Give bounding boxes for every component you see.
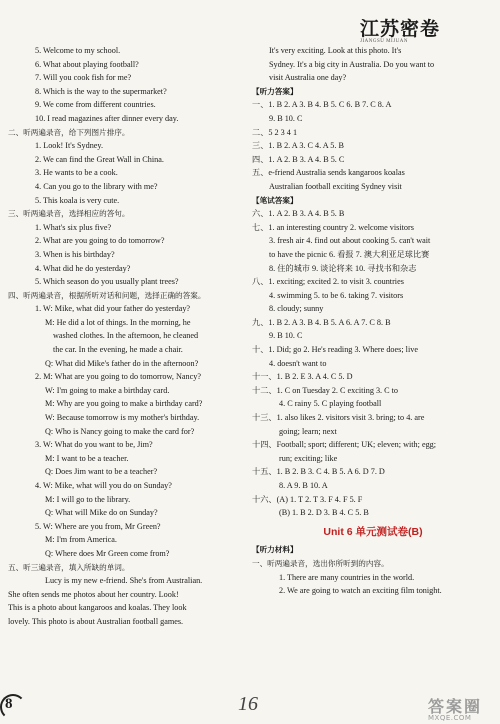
right-line: 【听力答案】: [252, 86, 298, 96]
right-line: 十五、1. B 2. B 3. C 4. B 5. A 6. D 7. D: [252, 467, 385, 477]
right-line: 9. B 10. C: [269, 331, 303, 341]
left-line: M: He did a lot of things. In the morning, he: [45, 317, 191, 327]
left-line: W: I'm going to make a birthday card.: [45, 385, 170, 395]
right-line: 八、1. exciting; excited 2. to visit 3. countries: [252, 277, 404, 287]
left-line: Q: Does Jim want to be a teacher?: [45, 467, 158, 477]
right-line: 9. B 10. C: [269, 113, 303, 123]
left-line: 1. What's six plus five?: [35, 222, 112, 232]
unit-heading: Unit 6 单元测试卷(B): [323, 525, 423, 538]
right-line: 十四、Football; sport; different; UK; eleven; with; egg;: [252, 440, 437, 450]
left-line: 3. When is his birthday?: [35, 249, 115, 259]
watermark-logo: [428, 694, 494, 720]
left-line: the car. In the evening, he made a chair.: [53, 345, 183, 355]
left-line: 5. Welcome to my school.: [35, 46, 121, 55]
left-line: lovely. This photo is about Australian football games.: [8, 616, 184, 626]
left-line: Lucy is my new e-friend. She's from Australian.: [45, 576, 203, 586]
right_after-line: 【听力材料】: [252, 545, 298, 555]
left-line: W: Because tomorrow is my mother's birthday.: [45, 413, 200, 423]
left-line: 二、听两遍录音，给下列图片排序。: [8, 127, 130, 137]
right-line: 8. 住的城市 9. 谈论将来 10. 寻找书和杂志: [269, 263, 417, 273]
brand-header: [360, 14, 470, 48]
left-line: 2. We can find the Great Wall in China.: [35, 154, 164, 164]
right-line: 二、5 2 3 4 1: [252, 127, 298, 137]
right-line: 4. C rainy 5. C playing football: [279, 399, 382, 409]
left-line: Q: What did Mike's father do in the afternoon?: [45, 358, 199, 368]
brand-subtitle: JIANGSU MIJUAN: [360, 39, 408, 44]
left-line: 7. Will you cook fish for me?: [35, 73, 132, 83]
right-line: 十六、(A) 1. T 2. T 3. F 4. F 5. F: [252, 494, 363, 504]
left-line: 1. W: Mike, what did your father do yesterday?: [35, 304, 191, 314]
left-line: Q: What will Mike do on Sunday?: [45, 508, 158, 518]
left-line: 10. I read magazines after dinner every day.: [35, 113, 179, 123]
left-column: [8, 44, 244, 629]
right-line: 4. doesn't want to: [269, 358, 327, 368]
page-number: [0, 694, 22, 716]
right-line: 七、1. an interesting country 2. welcome visitors: [252, 222, 414, 232]
right-line: 3. fresh air 4. find out about cooking 5. can't wait: [269, 236, 431, 246]
right-line: 十、1. Did; go 2. He's reading 3. Where does; live: [252, 345, 418, 355]
right_after-line: 一、听两遍录音，选出你所听到的内容。: [252, 558, 389, 568]
left-line: She often sends me photos about her country. Look!: [8, 589, 179, 599]
left-line: 2. What are you going to do tomorrow?: [35, 236, 165, 246]
page-number-text: 8: [5, 696, 13, 712]
right-line: 十三、1. also likes 2. visitors visit 3. bring; to 4. are: [252, 413, 425, 423]
left-line: washed clothes. In the afternoon, he cleaned: [53, 331, 199, 341]
right-line: Sydney. It's a big city in Australia. Do you want to: [269, 59, 435, 69]
right-line: 8. A 9. B 10. A: [279, 481, 328, 490]
right-line: 三、1. B 2. A 3. C 4. A 5. B: [252, 141, 344, 151]
left-line: 三、听两遍录音，选择相应的答句。: [8, 209, 130, 219]
right-line: Australian football exciting Sydney visit: [269, 181, 402, 191]
answer-key: [252, 44, 494, 520]
right-line: 九、1. B 2. A 3. B 4. B 5. A 6. A 7. C 8. B: [252, 317, 391, 327]
left-line: 5. This koala is very cute.: [35, 195, 120, 205]
right-line: run; exciting; like: [279, 453, 338, 463]
right-line: 四、1. A 2. B 3. A 4. B 5. C: [252, 154, 345, 164]
left-line: Q: Who is Nancy going to make the card for?: [45, 426, 195, 436]
right-line: 【笔试答案】: [252, 195, 298, 205]
right_after-line: 2. We are going to watch an exciting film tonight.: [279, 586, 442, 596]
left-line: 4. Can you go to the library with me?: [35, 181, 158, 191]
handwritten-mark: 16: [238, 693, 258, 715]
listening-material: [252, 543, 494, 597]
left-line: 4. W: Mike, what will you do on Sunday?: [35, 481, 172, 490]
left-line: 6. What about playing football?: [35, 59, 139, 69]
left-line: 5. W: Where are you from, Mr Green?: [35, 521, 161, 531]
left-line: Q: Where does Mr Green come from?: [45, 548, 170, 558]
left-line: 2. M: What are you going to do tomorrow, Nancy?: [35, 372, 201, 382]
right-line: 五、e-friend Australia sends kangaroos koalas: [252, 168, 405, 178]
right-line: 一、1. B 2. A 3. B 4. B 5. C 6. B 7. C 8. A: [252, 100, 392, 110]
left-line: 4. What did he do yesterday?: [35, 263, 131, 273]
left-line: M: I'm from America.: [45, 535, 117, 545]
watermark-text: 答案圈: [428, 697, 483, 716]
right-line: 六、1. A 2. B 3. A 4. B 5. B: [252, 209, 345, 219]
left-line: 3. W: What do you want to be, Jim?: [35, 440, 153, 450]
right-line: going; learn; next: [279, 426, 337, 436]
left-line: 1. Look! It's Sydney.: [35, 141, 104, 151]
right_after-line: 1. There are many countries in the world.: [279, 572, 415, 582]
right-line: 4. swimming 5. to be 6. taking 7. visitors: [269, 290, 404, 300]
right-line: 8. cloudy; sunny: [269, 304, 324, 314]
right-line: (B) 1. B 2. D 3. B 4. C 5. B: [279, 508, 369, 518]
right-line: visit Australia one day?: [269, 73, 347, 83]
watermark-domain: MXQE.COM: [428, 714, 472, 722]
brand-title: 江苏密卷: [360, 19, 441, 40]
left-line: 四、听两遍录音，根据所听对话和问题，选择正确的答案。: [8, 290, 206, 300]
left-line: M: I will go to the library.: [45, 494, 131, 504]
left-line: M: I want to be a teacher.: [45, 453, 129, 463]
page-number-decoration: [0, 694, 26, 720]
left-line: 五、听三遍录音，填入所缺的单词。: [8, 562, 130, 572]
right-line: to have the picnic 6. 看报 7. 澳大利亚足球比赛: [269, 249, 430, 259]
left-line: M: Why are you going to make a birthday card?: [45, 399, 203, 409]
left-line: 5. Which season do you usually plant trees?: [35, 277, 179, 287]
right-column: [252, 44, 494, 598]
left-line: 9. We come from different countries.: [35, 100, 156, 110]
right-line: 十二、1. C on Tuesday 2. C exciting 3. C to: [252, 385, 399, 395]
right-line: It's very exciting. Look at this photo. It's: [269, 46, 402, 55]
left-line: 8. Which is the way to the supermarket?: [35, 86, 167, 96]
left-line: This is a photo about kangaroos and koalas. They look: [8, 603, 187, 613]
left-line: 3. He wants to be a cook.: [35, 168, 118, 178]
right-line: 十一、1. B 2. E 3. A 4. C 5. D: [252, 372, 353, 382]
